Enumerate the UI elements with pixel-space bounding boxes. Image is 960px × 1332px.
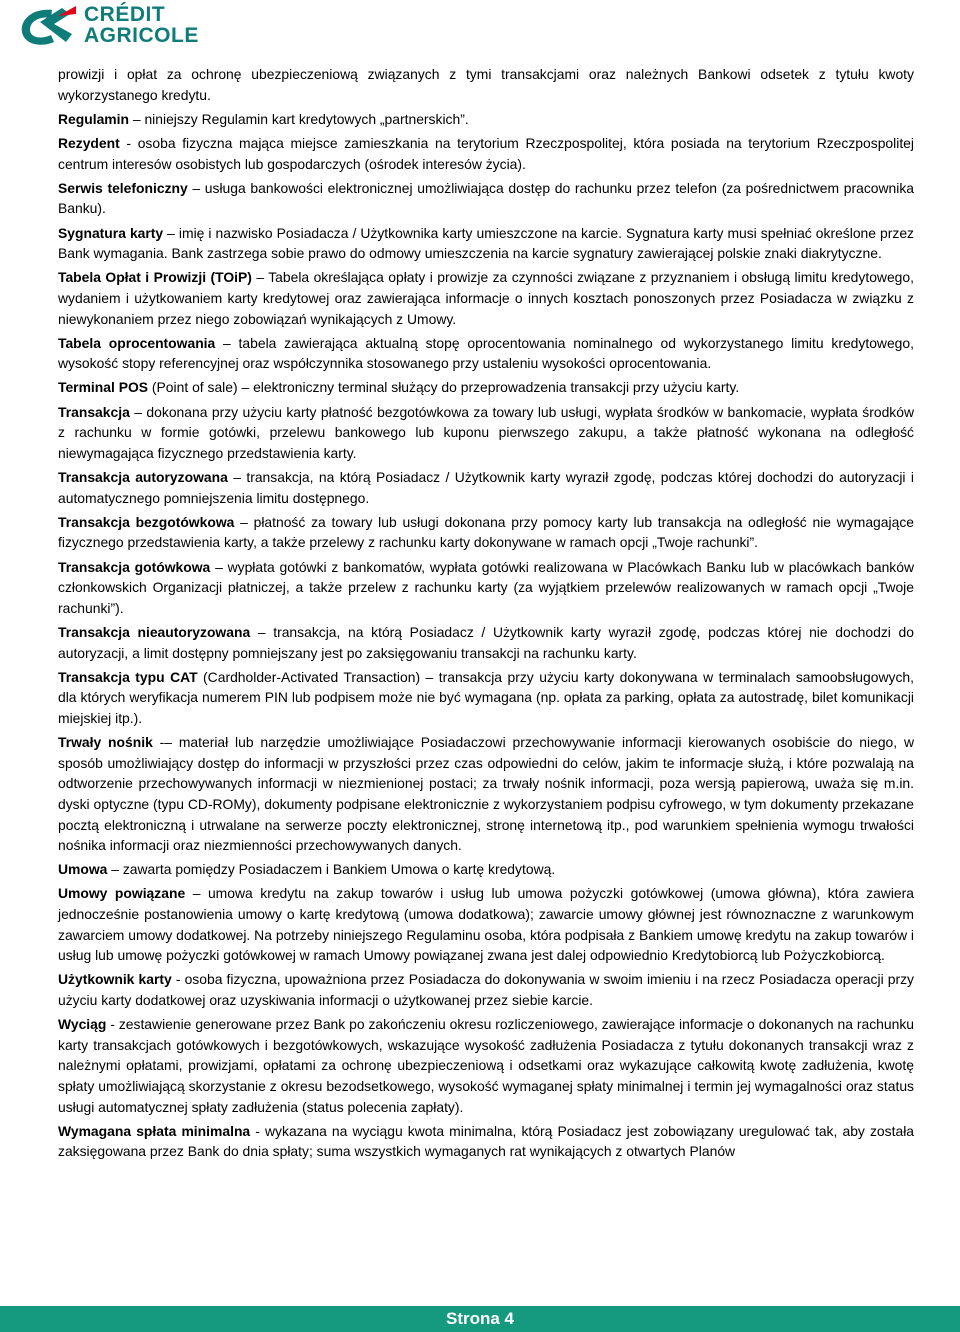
logo-wordmark [84,4,199,46]
definition-text: prowizji i opłat za ochronę ubezpieczeniową związanych z tymi transakcjami oraz należnych Bankowi odsetek z tytułu kwoty wykorzystanego kredytu. [58,66,914,103]
definition-text: – niniejszy Regulamin kart kredytowych „partnerskich”. [129,110,469,127]
definition-term: Umowa [58,861,108,878]
definition-text: – transakcja, na którą Posiadacz / Użytkownik karty wyraził zgodę, podczas której dochodzi do autoryzacji i automatycznego pomniejszenia limitu dostępnego. [58,469,914,506]
definition-term: Transakcja nieautoryzowana [58,623,251,640]
definition-text: – umowa kredytu na zakup towarów i usług lub umowa pożyczki gotówkowej (umowa główna), która zawiera jednocześnie postanowienia umowy o kartę kredytową (umowa dodatkowa); zawarcie umowy głównej jest równoznaczne z warunkowym zawarciem umowy dodatkowej. Na potrzeby niniejszego Regulaminu osoba, która podpisała z Bankiem umowę kredytu na zakup towarów i usług lub umowę pożyczki gotówkowej w ramach Umowy powiązanej zwana jest dalej odpowiednio Kredytobiorcą lub Pożyczkobiorcą. [58,885,914,964]
definition-entry [58,667,914,729]
definition-text: – usługa bankowości elektronicznej umożliwiająca dostęp do rachunku przez telefon (za pośrednictwem pracownika Banku). [58,179,915,217]
definition-entry [58,223,914,264]
definition-text: – transakcja, na którą Posiadacz / Użytkownik karty wyraził zgodę, podczas której nie dochodzi do autoryzacji, a limit dostępny pomniejszany jest po zaksięgowaniu transakcji na rachunku karty. [58,623,914,661]
definition-text: – zawarta pomiędzy Posiadaczem i Bankiem Umowa o kartę kredytową. [107,861,556,878]
definition-term: Transakcja autoryzowana [58,469,228,486]
logo-line-1: CRÉDIT [84,3,166,26]
definition-term: Umowy powiązane [58,885,186,902]
definition-entry [58,969,914,1010]
definition-entry [58,133,914,174]
definition-text: -– materiał lub narzędzie umożliwiające Posiadaczowi przechowywanie informacji kierowanych osobiście do niego, w sposób umożliwiający dostęp do informacji w przyszłości przez czas odpowiedni do celów, jakim te informacje służą, i które pozwalają na odtworzenie przechowywanych informacji w niezmienionej postaci; za trwały nośnik informacji, poza wersją papierową, uważa się m.in. dyski optyczne (typu CD-ROMy), dokumenty podpisane elektronicznie z wykorzystaniem podpisu cyfrowego, w tym dokumenty przekazane pocztą elektroniczną i utrwalane na serwerze poczty elektronicznej, stronę internetową itp., pod warunkiem spełnienia wymogu trwałości nośnika informacji oraz niezmienności przechowywanych danych. [58,734,914,854]
definition-term: Użytkownik karty [58,971,172,988]
definition-text: – płatność za towary lub usługi dokonana przy pomocy karty lub transakcja na odległość nie wymagające fizycznego przedstawienia karty, a także przelewy z rachunku karty dokonywane w ramach opcji „Twoje rachunki”. [58,513,914,551]
definition-entry [58,1014,914,1117]
definition-term: Tabela Opłat i Prowizji (TOiP) [58,269,252,286]
definition-entry [58,883,914,965]
definition-text: - osoba fizyczna, upoważniona przez Posiadacza do dokonywania w swoim imieniu i na rzecz Posiadacza operacji przy użyciu karty dodatkowej oraz uzyskiwania informacji o użytkowanej przez siebie karcie. [58,971,914,1009]
definition-entry [58,109,914,130]
definition-text: – tabela zawierająca aktualną stopę oprocentowania nominalnego od wykorzystanego limitu kredytowego, wysokość stopy referencyjnej oraz współczynnika stosowanego przy ustaleniu wysokości oprocentowania. [58,334,914,372]
definition-entry [58,64,914,105]
definition-term: Wyciąg [58,1016,107,1033]
definition-entry [58,467,914,508]
definition-text: - wykazana na wyciągu kwota minimalna, którą Posiadacz jest zobowiązany uregulować tak, aby została zaksięgowana przez Bank do dnia spłaty; suma wszystkich wymaganych rat wynikających z otwartych Planów [58,1122,915,1160]
definition-text: - osoba fizyczna mająca miejsce zamieszkania na terytorium Rzeczpospolitej, która posiada na terytorium Rzeczpospolitej centrum interesów osobistych lub gospodarczych (ośrodek interesów życia). [58,134,914,172]
definition-text: - zestawienie generowane przez Bank po zakończeniu okresu rozliczeniowego, zawierające informacje o dokonanych na rachunku karty transakcjach gotówkowych i bezgotówkowych, wskazujące wysokość zadłużenia Posiadacza z tytułu dokonanych transakcji wraz z należnymi opłatami, prowizjami, opłatami za ochronę ubezpieczeniową i odsetkami oraz wykazujące całkowitą kwotę zadłużenia, kwotę spłaty umożliwiającą skorzystanie z okresu bezodsetkowego, wysokość wymaganej spłaty minimalnej i termin jej wymagalności oraz status usługi automatycznej spłaty zadłużenia (status polecenia zapłaty). [58,1016,914,1115]
definition-entry [58,178,914,219]
logo-line-2: AGRICOLE [84,24,199,47]
document-body [58,64,914,1166]
definition-term: Transakcja gotówkowa [58,558,211,575]
definition-entry [58,732,914,856]
definition-term: Trwały nośnik [58,734,153,751]
definition-term: Wymagana spłata minimalna [58,1122,251,1139]
page-footer [0,1306,960,1332]
definition-entry [58,377,914,398]
definition-entry [58,1121,914,1162]
definition-term: Serwis telefoniczny [58,179,188,196]
definition-entry [58,512,914,553]
definition-term: Transakcja typu CAT [58,668,198,685]
definition-entry [58,267,914,329]
definition-term: Transakcja [58,403,130,420]
definition-text: (Cardholder-Activated Transaction) – transakcja przy użyciu karty dokonywana w terminalach samoobsługowych, dla których weryfikacja numerem PIN lub podpisem może nie być wymagana (np. opłata za parking, opłata za autostradę, bilet komunikacji miejskiej itp.). [58,668,914,726]
definition-term: Tabela oprocentowania [58,334,216,351]
definition-term: Regulamin [58,110,130,127]
credit-agricole-logo-icon [18,4,78,48]
definition-entry [58,622,914,663]
definition-text: – wypłata gotówki z bankomatów, wypłata gotówki realizowana w Placówkach Banku lub w placówkach banków członkowskich Organizacji płatniczej, a także przelew z rachunku karty (za wyjątkiem przelewów realizowanych w ramach opcji „Twoje rachunki”). [58,558,914,616]
definition-entry [58,402,914,464]
definition-text: (Point of sale) – elektroniczny terminal służący do przeprowadzenia transakcji przy użyciu karty. [148,379,740,396]
definition-term: Terminal POS [58,379,149,396]
definition-entry [58,859,914,880]
definition-entry [58,557,914,619]
definition-text: – Tabela określająca opłaty i prowizje za czynności związane z przyznaniem i obsługą limitu kredytowego, wydaniem i użytkowaniem karty kredytowej oraz zawierająca informacje o innych kosztach ponoszonych przez Posiadacza w związku z niewykonaniem przez niego zobowiązań wynikających z Umowy. [58,269,914,327]
definition-term: Sygnatura karty [58,224,164,241]
page-header [18,2,238,50]
page-number: Strona 4 [445,1309,515,1328]
definition-term: Transakcja bezgotówkowa [58,513,235,530]
definition-text: – dokonana przy użyciu karty płatność bezgotówkowa za towary lub usługi, wypłata środków w bankomacie, wypłata środków z rachunku w formie gotówki, przelewu bankowego lub kuponu pierwszego zakupu, a także płatność wykonana na odległość niewymagająca fizycznego przedstawienia karty. [58,403,914,461]
definition-text: – imię i nazwisko Posiadacza / Użytkownika karty umieszczone na karcie. Sygnatura karty musi spełniać określone przez Bank wymagania. Bank zastrzega sobie prawo do odmowy umieszczenia na karcie sygnatury zawierającej polskie znaki diakrytyczne. [58,224,914,262]
definition-entry [58,333,914,374]
definition-term: Rezydent [58,134,120,151]
